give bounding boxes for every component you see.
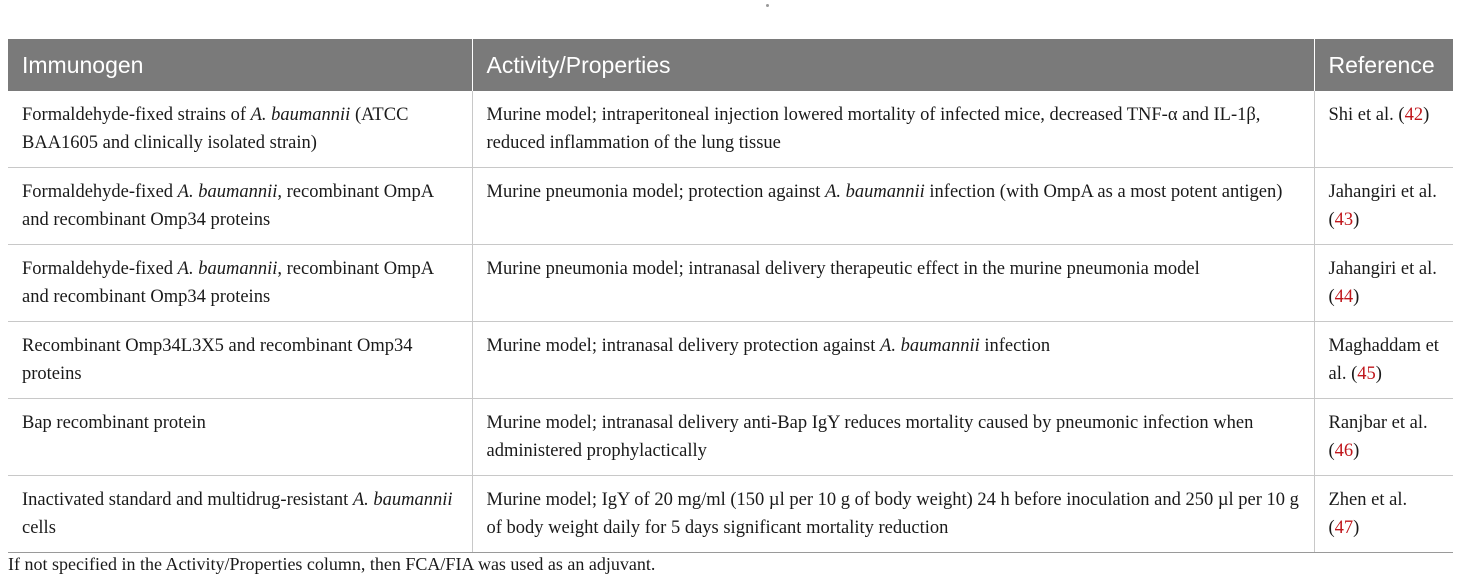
immunogen-cell [8, 476, 472, 553]
table-row [8, 245, 1453, 322]
reference-author: Shi et al. [1328, 105, 1394, 125]
header-immunogen: Immunogen [8, 39, 472, 91]
reference-cell: Jahangiri et al. (43) [1314, 168, 1453, 245]
header-reference: Reference [1314, 39, 1453, 91]
activity-cell [472, 399, 1314, 476]
italic-text: A. baumannii [250, 105, 351, 125]
text-run: , recombinant OmpA and recombinant Omp34 proteins [22, 259, 434, 307]
immunogen-cell [8, 91, 472, 168]
reference-link[interactable]: 47 [1334, 518, 1354, 538]
immunogen-cell [8, 399, 472, 476]
activity-cell [472, 476, 1314, 553]
text-run: Murine pneumonia model; protection against [486, 182, 826, 202]
immunogen-cell [8, 245, 472, 322]
italic-text: A. baumannii [880, 336, 980, 356]
reference-link[interactable]: 45 [1357, 364, 1376, 384]
reference-cell: Shi et al. (42) [1314, 91, 1453, 168]
reference-cell: Ranjbar et al. (46) [1314, 399, 1453, 476]
immunogen-cell [8, 168, 472, 245]
reference-author: Zhen et al. [1328, 490, 1408, 510]
table-header-row [8, 39, 1453, 91]
text-run: Murine model; intranasal delivery protection against [486, 336, 881, 356]
italic-text: A. baumannii [177, 259, 278, 279]
reference-author: Ranjbar et al. [1328, 413, 1428, 433]
activity-cell [472, 245, 1314, 322]
reference-author: Maghaddam et al. [1328, 336, 1439, 384]
table-row [8, 399, 1453, 476]
activity-cell [472, 322, 1314, 399]
text-run: Murine model; IgY of 20 mg/ml (150 µl per 10 g of body weight) 24 h before inoculation and 250 µl per 10 g of body weight daily for 5 days significant mortality reduction [486, 490, 1299, 538]
reference-cell: Zhen et al. (47) [1314, 476, 1453, 553]
decorative-dot [766, 4, 769, 7]
text-run: Formaldehyde-fixed strains of [22, 105, 251, 125]
text-run: Inactivated standard and multidrug-resistant [22, 490, 353, 510]
table-row [8, 476, 1453, 553]
reference-link[interactable]: 46 [1334, 441, 1354, 461]
reference-cell: Jahangiri et al. (44) [1314, 245, 1453, 322]
activity-cell [472, 91, 1314, 168]
activity-cell [472, 168, 1314, 245]
table-row [8, 91, 1453, 168]
text-run: infection (with OmpA as a most potent antigen) [924, 182, 1283, 202]
reference-cell: Maghaddam et al. (45) [1314, 322, 1453, 399]
text-run: Recombinant Omp34L3X5 and recombinant Omp34 proteins [22, 336, 413, 384]
table-footnote: If not specified in the Activity/Properties column, then FCA/FIA was used as an adjuvant. [8, 554, 656, 574]
text-run: Murine model; intraperitoneal injection lowered mortality of infected mice, decreased TNF-α and IL-1β, reduced inflammation of the lung tissue [486, 105, 1261, 153]
immunogen-table [8, 39, 1453, 553]
text-run: (ATCC BAA1605 and clinically isolated strain) [22, 105, 409, 153]
italic-text: A. baumannii [177, 182, 278, 202]
italic-text: A. baumannii [352, 490, 453, 510]
reference-link[interactable]: 44 [1334, 287, 1354, 307]
text-run: Bap recombinant protein [22, 413, 206, 433]
text-run: , recombinant OmpA and recombinant Omp34 proteins [22, 182, 434, 230]
header-activity: Activity/Properties [472, 39, 1314, 91]
text-run: Murine model; intranasal delivery anti-Bap IgY reduces mortality caused by pneumonic infection when administered prophylactically [486, 413, 1254, 461]
immunogen-cell [8, 322, 472, 399]
reference-link[interactable]: 42 [1404, 105, 1424, 125]
table-row [8, 322, 1453, 399]
text-run: cells [22, 518, 56, 538]
reference-author: Jahangiri et al. [1328, 259, 1437, 279]
italic-text: A. baumannii [825, 182, 925, 202]
reference-author: Jahangiri et al. [1328, 182, 1437, 202]
text-run: infection [979, 336, 1051, 356]
text-run: Murine pneumonia model; intranasal delivery therapeutic effect in the murine pneumonia model [486, 259, 1200, 279]
reference-link[interactable]: 43 [1334, 210, 1354, 230]
text-run: Formaldehyde-fixed [22, 259, 178, 279]
text-run: Formaldehyde-fixed [22, 182, 178, 202]
table-row [8, 168, 1453, 245]
